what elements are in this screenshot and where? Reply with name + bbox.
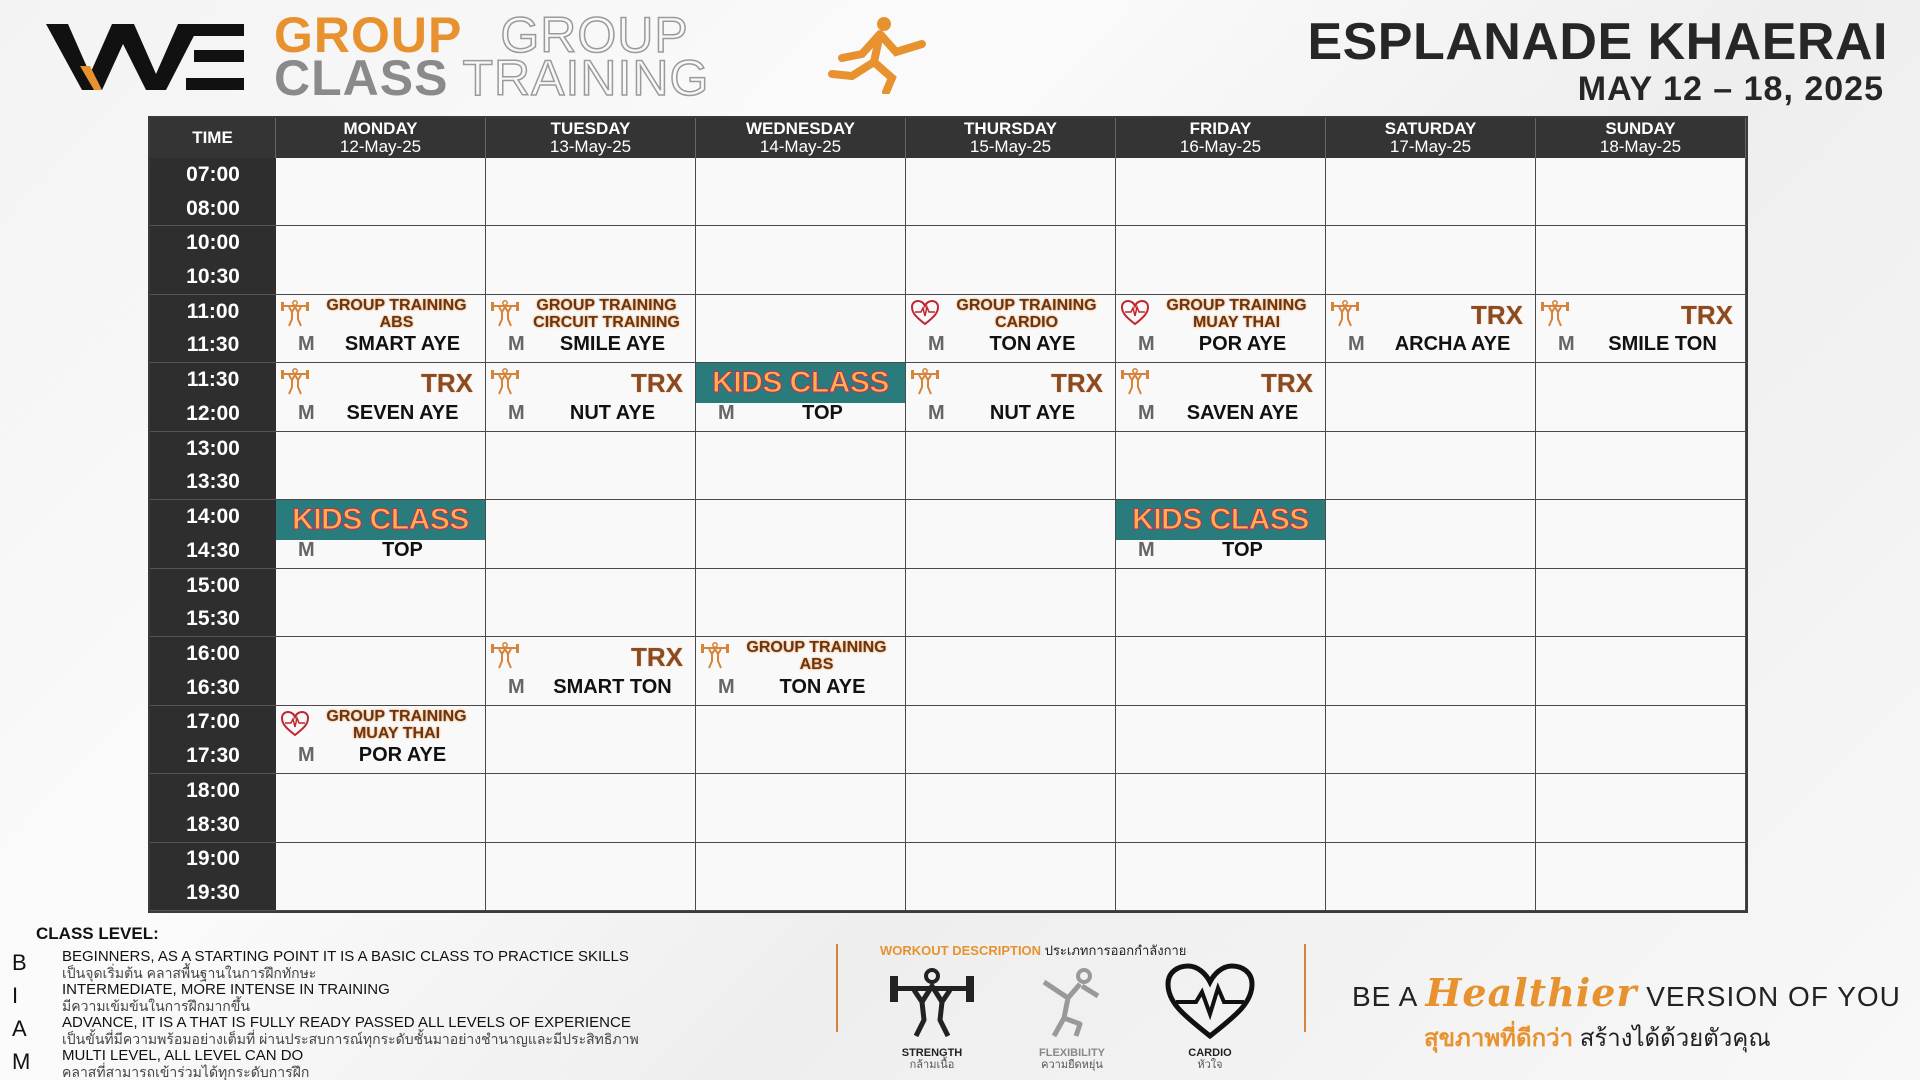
branch-name: ESPLANADE KHAERAI [1307,13,1888,71]
start-time: 16:00 [186,642,240,666]
level-description: BEGINNERS, AS A STARTING POINT IT IS A BASIC CLASS TO PRACTICE SKILLS [62,948,629,965]
time-slot [150,158,276,226]
schedule-cell [486,569,696,637]
schedule-cell [906,432,1116,500]
schedule-cell [276,637,486,705]
day-date: 14-May-25 [759,137,842,156]
day-name: TUESDAY [550,119,631,138]
schedule-cell [1116,706,1326,774]
day-header-thursday [906,118,1116,158]
schedule-cell [276,432,486,500]
schedule-cell [1116,295,1326,363]
flexibility-legend: FLEXIBILITY ความยืดหยุ่น [1012,962,1132,1071]
trainer-name: SMART TON [553,675,672,698]
class-level: M [718,675,735,698]
schedule-cell [1326,158,1536,226]
date-range: MAY 12 – 18, 2025 [1577,70,1884,108]
day-header-sunday [1536,118,1746,158]
schedule-cell [486,226,696,294]
class-level-title: CLASS LEVEL: [36,924,159,943]
schedule-cell [276,363,486,431]
start-time: 11:30 [186,368,240,392]
class-entry[interactable] [1536,295,1745,362]
title-group-bold: GROUP [274,7,463,63]
class-level: M [1138,333,1155,356]
level-letter: B [12,950,27,975]
schedule-cell [1536,774,1746,842]
class-name: GROUP TRAINING ABS [746,639,887,674]
class-name: GROUP TRAINING MUAY THAI [1166,296,1307,331]
schedule-cell [276,500,486,568]
schedule-cell [1116,432,1326,500]
end-time: 16:30 [186,675,240,699]
time-slot [150,706,276,774]
time-slot [150,432,276,500]
class-entry[interactable] [696,637,905,704]
schedule-cell [486,706,696,774]
class-name: TRX [1051,368,1103,399]
strength-icon [910,367,940,395]
schedule-cell [486,295,696,363]
schedule-cell [1536,226,1746,294]
schedule-cell [906,226,1116,294]
schedule-cell [1536,569,1746,637]
schedule-cell [1326,432,1536,500]
class-name: TRX [1261,368,1313,399]
class-level: M [1138,538,1155,561]
schedule-cell [1326,843,1536,911]
trainer-name: SMART AYE [344,333,461,356]
class-entry[interactable] [906,295,1115,362]
level-letter: A [12,1016,27,1041]
kids-class-banner [696,363,905,403]
end-time: 13:30 [186,470,240,494]
day-header-monday [276,118,486,158]
day-date: 17-May-25 [1389,137,1472,156]
class-name: TRX [631,642,683,673]
trainer-name: SMILE TON [1608,333,1717,356]
schedule-cell [696,706,906,774]
time-slot [150,295,276,363]
day-name: SATURDAY [1384,119,1477,138]
runner-icon [822,14,932,94]
trainer-name: TON AYE [989,333,1076,356]
divider [1304,944,1306,1032]
slogan-thai: สุขภาพที่ดีกว่า สร้างได้ด้วยตัวคุณ [1424,1025,1771,1052]
end-time: 14:30 [186,538,240,562]
schedule-cell [486,774,696,842]
schedule-cell [696,637,906,705]
class-entry[interactable] [486,637,695,704]
class-level: M [928,401,945,424]
class-entry[interactable] [1116,363,1325,430]
schedule-cell [486,363,696,431]
schedule-cell [486,500,696,568]
title-class: CLASS [274,50,449,106]
schedule-cell [1326,706,1536,774]
schedule-cell [1116,569,1326,637]
schedule-cell [276,569,486,637]
level-description-thai: มีความเข้มข้นในการฝึกมากขึ้น [62,998,250,1014]
trainer-name: TOP [382,538,423,561]
cardio-icon [280,710,310,738]
kids-class-banner [276,500,485,540]
class-entry[interactable] [1116,295,1325,362]
end-time: 19:30 [186,881,240,905]
day-header-wednesday [696,118,906,158]
end-time: 08:00 [186,196,240,220]
class-level: M [1558,333,1575,356]
time-slot [150,637,276,705]
schedule-cell [1116,363,1326,431]
trainer-name: NUT AYE [569,401,656,424]
schedule-cell [696,226,906,294]
kids-class-banner [1116,500,1325,540]
strength-icon [490,299,520,327]
schedule-cell [906,500,1116,568]
class-level: M [298,538,315,561]
day-date: 18-May-25 [1599,137,1682,156]
class-level: M [508,401,525,424]
schedule-cell [276,843,486,911]
start-time: 10:00 [186,231,240,255]
schedule-cell [696,569,906,637]
day-date: 13-May-25 [549,137,632,156]
class-level: M [298,401,315,424]
schedule-cell [1116,774,1326,842]
time-column-header: TIME [150,118,276,158]
schedule-cell [1116,637,1326,705]
schedule-cell [276,158,486,226]
class-entry[interactable] [276,363,485,430]
brand-title [274,7,710,106]
trainer-name: SEVEN AYE [346,401,459,424]
schedule-cell [276,774,486,842]
schedule-cell [696,432,906,500]
schedule-cell [1326,226,1536,294]
schedule-cell [1116,500,1326,568]
end-time: 15:30 [186,607,240,631]
schedule-cell [486,637,696,705]
strength-icon [1330,299,1360,327]
class-entry[interactable] [276,295,485,362]
day-date: 16-May-25 [1179,137,1262,156]
schedule-cell [1536,363,1746,431]
strength-icon [1120,367,1150,395]
class-level: M [508,675,525,698]
start-time: 11:00 [186,299,240,323]
strength-icon [280,367,310,395]
time-slot [150,363,276,431]
trainer-name: NUT AYE [989,401,1076,424]
class-entry[interactable] [486,295,695,362]
trainer-name: POR AYE [358,744,447,767]
day-name: THURSDAY [964,119,1057,138]
day-date: 15-May-25 [969,137,1052,156]
schedule-cell [1116,226,1326,294]
schedule-cell [1326,295,1536,363]
title-group-outline: GROUP [500,7,689,63]
class-name: GROUP TRAINING CIRCUIT TRAINING [533,296,680,331]
schedule-cell [906,843,1116,911]
schedule-cell [906,363,1116,431]
schedule-cell [1536,706,1746,774]
schedule-cell [276,706,486,774]
schedule-cell [1116,158,1326,226]
schedule-cell [1326,500,1536,568]
schedule-cell [1536,432,1746,500]
schedule-cell [486,843,696,911]
start-time: 15:00 [186,573,240,597]
class-name: GROUP TRAINING ABS [326,296,467,331]
schedule-cell [696,500,906,568]
day-header-saturday [1326,118,1536,158]
trainer-name: POR AYE [1198,333,1287,356]
class-name: TRX [1471,299,1523,330]
schedule-cell [906,774,1116,842]
level-description: INTERMEDIATE, MORE INTENSE IN TRAINING [62,981,390,998]
schedule-cell [1536,637,1746,705]
strength-icon [490,641,520,669]
schedule-cell [906,295,1116,363]
strength-icon [1540,299,1570,327]
level-description: MULTI LEVEL, ALL LEVEL CAN DO [62,1047,304,1064]
class-name: KIDS CLASS [1132,503,1309,537]
class-level: M [928,333,945,356]
class-level: M [1138,401,1155,424]
cardio-icon [910,299,940,327]
schedule-cell [1116,843,1326,911]
workout-description-title: WORKOUT DESCRIPTION ประเภทการออกกำลังกาย [880,943,1187,958]
end-time: 10:30 [186,265,240,289]
day-name: FRIDAY [1189,119,1252,138]
schedule-cell [696,843,906,911]
end-time: 12:00 [186,401,240,425]
class-entry[interactable] [1326,295,1535,362]
schedule-cell [276,226,486,294]
trainer-name: SAVEN AYE [1186,401,1299,424]
level-description-thai: เป็นขั้นที่มีความพร้อมอย่างเต็มที่ ผ่านประสบการณ์ทุกระดับชั้นมาอย่างชำนาญและมีประสิทธิภาพ [62,1031,639,1047]
level-description-thai: คลาสที่สามารถเข้าร่วมได้ทุกระดับการฝึก [62,1064,310,1080]
slogan: BE A Healthier VERSION OF YOU [1352,970,1901,1015]
class-name: TRX [1681,299,1733,330]
class-name: GROUP TRAINING CARDIO [956,296,1097,331]
schedule-cell [486,432,696,500]
end-time: 11:30 [186,333,240,357]
schedule-cell [696,295,906,363]
class-entry[interactable] [1116,500,1325,567]
class-entry[interactable] [276,706,485,773]
schedule-cell [906,637,1116,705]
class-name: GROUP TRAINING MUAY THAI [326,707,467,742]
class-level: M [1348,333,1365,356]
schedule-cell [906,158,1116,226]
class-level: M [298,744,315,767]
class-level: M [508,333,525,356]
class-level: M [298,333,315,356]
day-name: WEDNESDAY [746,119,855,138]
start-time: 18:00 [186,778,240,802]
schedule-cell [1326,774,1536,842]
schedule-cell [276,295,486,363]
start-time: 07:00 [186,162,240,186]
level-description: ADVANCE, IT IS A THAT IS FULLY READY PASSED ALL LEVELS OF EXPERIENCE [62,1014,631,1031]
start-time: 19:00 [186,847,240,871]
day-date: 12-May-25 [339,137,422,156]
divider [836,944,838,1032]
trainer-name: TOP [1222,538,1263,561]
title-training: TRAINING [462,50,710,106]
class-entry[interactable] [906,363,1115,430]
time-slot [150,226,276,294]
time-slot [150,774,276,842]
time-slot [150,843,276,911]
trainer-name: SMILE AYE [559,333,666,356]
strength-icon [700,641,730,669]
end-time: 18:30 [186,812,240,836]
level-letter: M [12,1049,31,1074]
day-name: MONDAY [343,119,418,138]
schedule-cell [906,569,1116,637]
schedule-cell [1536,295,1746,363]
class-entry[interactable] [486,363,695,430]
day-header-tuesday [486,118,696,158]
schedule-cell [1326,569,1536,637]
cardio-icon [1120,299,1150,327]
class-name: TRX [421,368,473,399]
class-entry[interactable] [696,363,905,430]
class-name: KIDS CLASS [712,366,889,400]
schedule-cell [696,363,906,431]
schedule-cell [486,158,696,226]
start-time: 17:00 [186,710,240,734]
trainer-name: TOP [802,401,843,424]
level-letter: I [12,983,19,1008]
strength-icon [280,299,310,327]
schedule-cell [1326,637,1536,705]
schedule-cell [696,158,906,226]
end-time: 17:30 [186,744,240,768]
cardio-legend: CARDIO หัวใจ [1150,962,1270,1071]
start-time: 14:00 [186,505,240,529]
class-entry[interactable] [276,500,485,567]
class-level: M [718,401,735,424]
strength-icon [490,367,520,395]
flexibility-icon [1024,962,1120,1042]
trainer-name: TON AYE [779,675,866,698]
day-header-friday [1116,118,1326,158]
timetable [148,116,1748,913]
time-slot [150,569,276,637]
schedule-cell [906,706,1116,774]
day-name: SUNDAY [1605,119,1676,138]
schedule-cell [1536,500,1746,568]
cardio-icon [1162,962,1258,1042]
trainer-name: ARCHA AYE [1394,333,1511,356]
schedule-cell [1536,843,1746,911]
strength-legend: STRENGTH กล้ามเนื้อ [872,962,992,1071]
schedule-cell [696,774,906,842]
class-name: TRX [631,368,683,399]
time-slot [150,500,276,568]
schedule-cell [1326,363,1536,431]
start-time: 13:00 [186,436,240,460]
strength-icon [884,962,980,1042]
level-description-thai: เป็นจุดเริ่มต้น คลาสพื้นฐานในการฝึกทักษะ [62,965,317,981]
we-logo [46,16,246,96]
schedule-cell [1536,158,1746,226]
class-name: KIDS CLASS [292,503,469,537]
